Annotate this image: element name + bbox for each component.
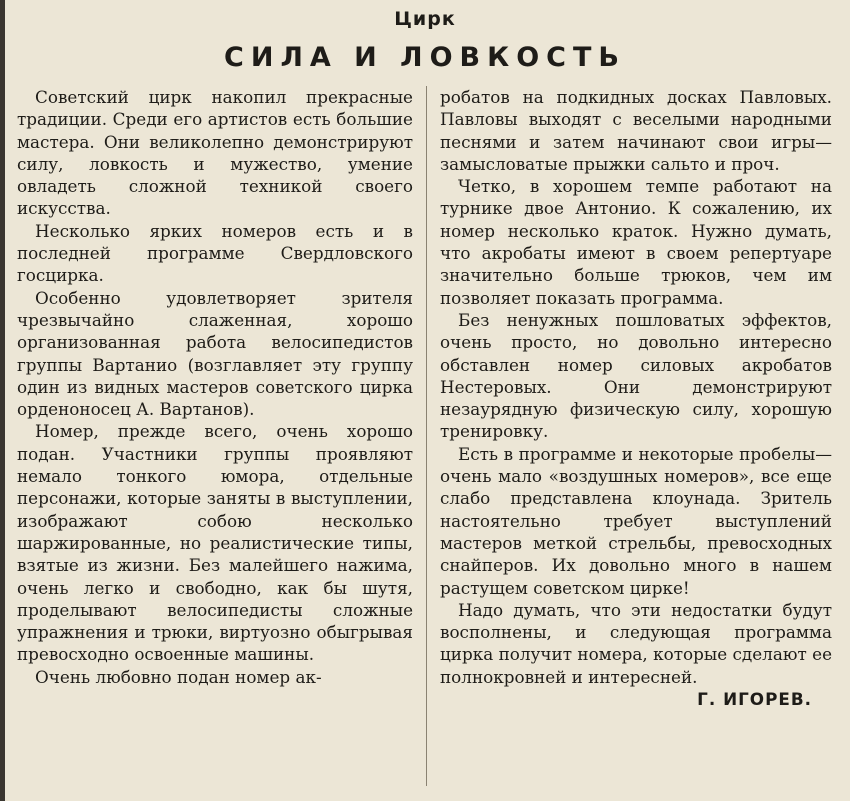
author-signature: Г. ИГОРЕВ. xyxy=(697,689,812,710)
section-rubric: Цирк xyxy=(394,8,456,30)
paragraph: Несколько ярких номеров есть и в последней программе Свердловского госцирка. xyxy=(17,220,413,286)
paragraph-continuation: робатов на подкидных досках Павловых. Павловы выходят с веселыми народными песнями и затем начинают свои игры—замысловатые прыжки сальто и проч. xyxy=(440,87,832,174)
left-column xyxy=(17,86,413,688)
paragraph: Без ненужных пошловатых эффектов, очень просто, но довольно интересно обставлен номер силовых акробатов Нестеровых. Они демонстрируют незаурядную физическую силу, хорошую тренировку. xyxy=(440,309,832,442)
paragraph: Есть в программе и некоторые пробелы—очень мало «воздушных номеров», все еще слабо представлена клоунада. Зритель настоятельно требует выступлений мастеров меткой стрельбы, превосходных снайперов. Их довольно много в нашем растущем советском цирке! xyxy=(440,443,832,598)
paragraph: Особенно удовлетворяет зрителя чрезвычайно слаженная, хорошо организованная работа велосипедистов группы Вартанио (возглавляет эту группу один из видных мастеров советского цирка орденоносец А. Вартанов). xyxy=(17,287,413,420)
paragraph: Очень любовно подан номер ак- xyxy=(35,666,322,687)
closing-paragraph xyxy=(440,599,832,710)
article-headline: СИЛА И ЛОВКОСТЬ xyxy=(224,42,626,73)
closing-text: Надо думать, что эти недостатки будут восполнены, и следующая программа цирка получит номера, которые сделают ее полнокровней и интересней. xyxy=(440,599,832,687)
paragraph: Номер, прежде всего, очень хорошо подан. Участники группы проявляют немало тонкого юмора, отдельные персонажи, которые заняты в выступлении, изображают собою несколько шаржированные, но реалистические типы, взятые из жизни. Без малейшего нажима, очень легко и свободно, как бы шутя, проделывают велосипедисты сложные упражнения и трюки, виртуозно обыгрывая превосходно освоенные машины. xyxy=(17,421,413,665)
column-divider xyxy=(426,86,427,786)
paragraph: Советский цирк накопил прекрасные традиции. Среди его артистов есть большие мастера. Они великолепно демонстрируют силу, ловкость и мужество, умение овладеть сложной техникой своего искусства. xyxy=(17,87,413,219)
right-column xyxy=(440,86,832,710)
paragraph: Четко, в хорошем темпе работают на турнике двое Антонио. К сожалению, их номер несколько краток. Нужно думать, что акробаты имеют в своем репертуаре значительно больше трюков, чем им позволяет показать программа. xyxy=(440,176,832,308)
page-edge-rule xyxy=(0,0,5,801)
